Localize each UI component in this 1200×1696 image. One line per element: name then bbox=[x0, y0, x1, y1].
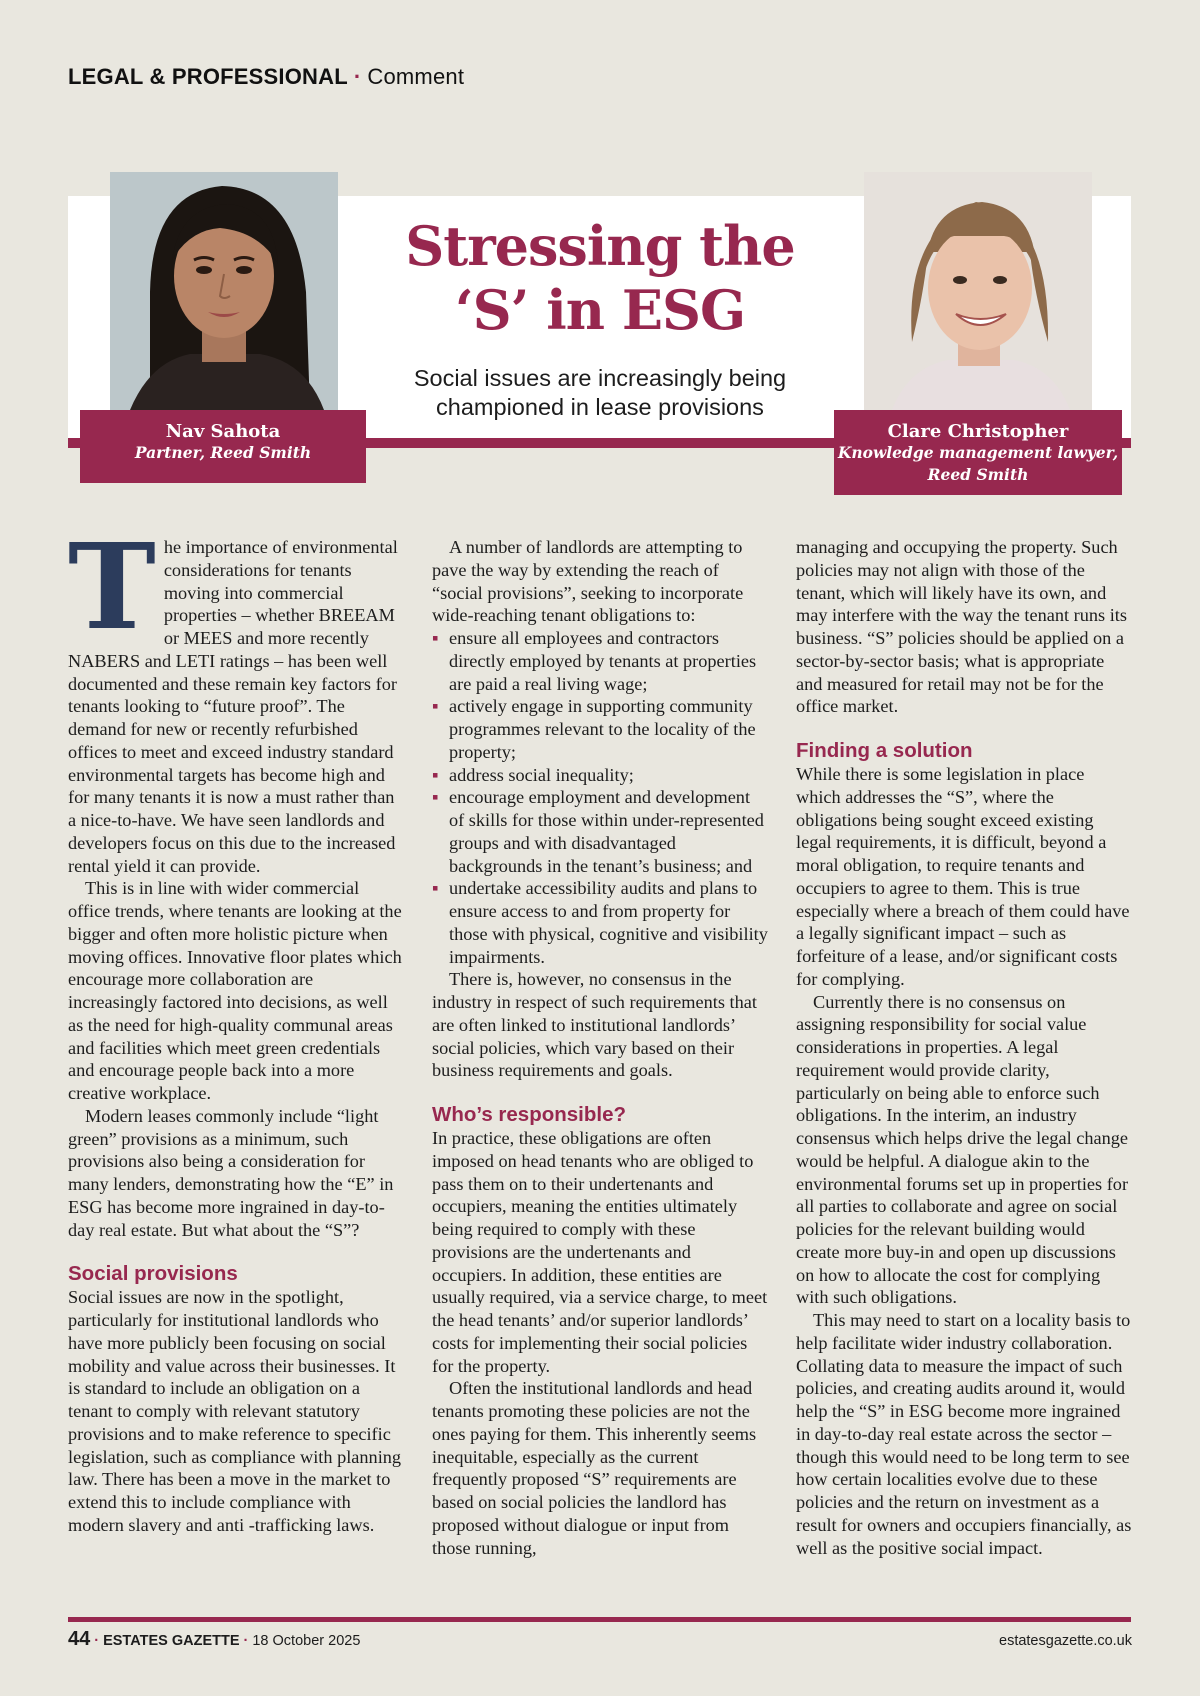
paragraph: This is in line with wider commercial office trends, where tenants are looking at the bigger and often more holistic picture when moving offices. Innovative floor plates which encourage more collaboration are increasingly factored into decisions, as well as the need for high-quality communal areas and facilities which meet green credentials and encourage people back into a more creative workplace. bbox=[68, 878, 402, 1103]
paragraph: Social issues are now in the spotlight, particularly for institutional landlords who have more publicly been focusing on social mobility and value across their businesses. It is standard to include an obligation on a tenant to comply with relevant statutory provisions and to make reference to specific legislation, such as compliance with planning law. There has been a move in the market to extend this to include compliance with modern slavery and anti -trafficking laws. bbox=[68, 1287, 402, 1535]
author-photo-clare-christopher bbox=[864, 172, 1092, 410]
title-line-2: ‘S’ in ESG bbox=[454, 278, 746, 342]
list-item-text: undertake accessibility audits and plans to ensure access to and from property for those with physical, cognitive and visibility impairments. bbox=[449, 878, 768, 967]
title-line-1: Stressing the bbox=[405, 214, 795, 278]
list-item-text: encourage employment and development of skills for those within under-represented groups and with disadvantaged backgrounds in the tenant’s business; and bbox=[449, 787, 764, 876]
author-caption-nav-sahota bbox=[80, 410, 366, 483]
article-title bbox=[380, 214, 820, 342]
list-item bbox=[432, 877, 768, 968]
issue-date: 18 October 2025 bbox=[252, 1633, 361, 1649]
subsection-name: Comment bbox=[367, 64, 465, 89]
paragraph-text: he importance of environmental considerations for tenants moving into commercial properties – whether BREEAM or MEES and more recently NABERS and LETI ratings – has been well documented and these remain key factors for tenants looking to “future proof”. The demand for new or recently refurbished offices to meet and exceed industry standard environmental targets has become high and for many tenants it is now a must rather than a nice-to-have. We have seen landlords and developers focus on this due to the increased rental yield it can provide. bbox=[68, 537, 398, 876]
bullet-icon: ▪ bbox=[432, 764, 439, 785]
list-item bbox=[432, 627, 768, 695]
article-column-2 bbox=[432, 536, 768, 1559]
paragraph bbox=[68, 517, 404, 877]
website-url: estatesgazette.co.uk bbox=[999, 1633, 1132, 1649]
paragraph: Often the institutional landlords and head tenants promoting these policies are not the ones paying for them. This inherently seems inequitable, especially as the current frequently proposed “S” requirements are based on social policies the landlord has proposed without dialogue or input from those running, bbox=[432, 1378, 757, 1558]
list-item bbox=[432, 695, 768, 763]
paragraph: Modern leases commonly include “light green” provisions as a minimum, such provisions also being a consideration for many lenders, demonstrating how the “E” in ESG has become more ingrained in day-to-day real estate. But what about the “S”? bbox=[68, 1105, 394, 1240]
paragraph: While there is some legislation in place which addresses the “S”, where the obligations being sought exceed existing legal requirements, it is difficult, beyond a moral obligation, to require tenants and occupiers to agree to them. This is true especially where a breach of them could have a legally significant impact – such as forfeiture of a lease, and/or significant costs for complying. bbox=[796, 764, 1130, 989]
bullet-icon: ▪ bbox=[432, 696, 439, 717]
header-separator: · bbox=[353, 64, 362, 89]
author-role-line2: Reed Smith bbox=[927, 465, 1029, 484]
paragraph: In practice, these obligations are often imposed on head tenants who are obliged to pass them on to their undertenants and occupiers, meaning the entities ultimately being required to comply with these provisions are the undertenants and occupiers. In addition, these entities are usually required, via a service charge, to meet the head tenants’ and/or superior landlords’ costs for implementing their social policies for the property. bbox=[432, 1128, 768, 1376]
author-caption-clare-christopher bbox=[834, 410, 1122, 495]
paragraph: managing and occupying the property. Such policies may not align with those of the tenant, which will likely have its own, and may interfere with the way the tenant runs its business. “S” policies should be applied on a sector-by-sector basis; what is appropriate and measured for retail may not be for the office market. bbox=[796, 537, 1127, 717]
author-name: Nav Sahota bbox=[165, 421, 281, 442]
footer-folio bbox=[68, 1628, 360, 1651]
paragraph: A number of landlords are attempting to pave the way by extending the reach of “social provisions”, seeking to incorporate wide-reaching tenant obligations to: bbox=[432, 537, 744, 626]
bullet-icon: ▪ bbox=[432, 787, 439, 808]
subheading: Social provisions bbox=[68, 1262, 238, 1286]
footer-separator: · bbox=[94, 1633, 100, 1649]
portrait-illustration bbox=[110, 172, 338, 410]
section-header bbox=[68, 64, 464, 90]
publication-name: ESTATES GAZETTE bbox=[103, 1633, 240, 1649]
list-item-text: ensure all employees and contractors directly employed by tenants at properties are paid a real living wage; bbox=[449, 628, 757, 694]
paragraph: There is, however, no consensus in the industry in respect of such requirements that are often linked to institutional landlords’ social policies, which vary based on their business requirements and goals. bbox=[432, 969, 757, 1081]
portrait-illustration bbox=[864, 172, 1092, 410]
bullet-icon: ▪ bbox=[432, 878, 439, 899]
list-item bbox=[432, 764, 768, 787]
paragraph: This may need to start on a locality basis to help facilitate wider industry collaboration. Collating data to measure the impact of such policies, and creating audits around it, would help the “S” in ESG become more ingrained in day-to-day real estate across the sector – though this would need to be long term to see how certain localities evolve due to these policies and the return on investment as a result for owners and occupiers financially, as well as the positive social impact. bbox=[796, 1310, 1132, 1558]
paragraph: Currently there is no consensus on assigning responsibility for social value considerations in properties. A legal requirement would provide clarity, particularly on being able to enforce such obligations. In the interim, an industry consensus which helps drive the legal change would be helpful. A dialogue akin to the environmental forums set up in properties for all parties to collaborate and agree on social policies for the relevant building would create more buy-in and open up discussions on how to allocate the cost for complying with such obligations. bbox=[796, 991, 1129, 1308]
list-item bbox=[432, 786, 768, 877]
subheading: Finding a solution bbox=[796, 739, 973, 762]
footer-rule bbox=[68, 1617, 1131, 1622]
page-number: 44 bbox=[68, 1628, 91, 1650]
bullet-icon: ▪ bbox=[432, 628, 439, 648]
drop-cap: T bbox=[68, 517, 156, 656]
article-column-1 bbox=[68, 517, 404, 1537]
article-column-3 bbox=[796, 536, 1132, 1559]
list-item-text: address social inequality; bbox=[449, 764, 634, 785]
standfirst: Social issues are increasingly being championed in lease provisions bbox=[413, 365, 787, 420]
bullet-list bbox=[432, 627, 768, 968]
author-name: Clare Christopher bbox=[887, 421, 1069, 442]
section-name: LEGAL & PROFESSIONAL bbox=[68, 64, 348, 89]
author-role-line1: Knowledge management lawyer, bbox=[837, 443, 1119, 462]
author-role: Partner, Reed Smith bbox=[134, 443, 312, 462]
author-photo-nav-sahota bbox=[110, 172, 338, 410]
subheading: Who’s responsible? bbox=[432, 1103, 627, 1126]
list-item-text: actively engage in supporting community programmes relevant to the locality of the property; bbox=[449, 696, 756, 762]
footer-separator: · bbox=[243, 1633, 249, 1649]
